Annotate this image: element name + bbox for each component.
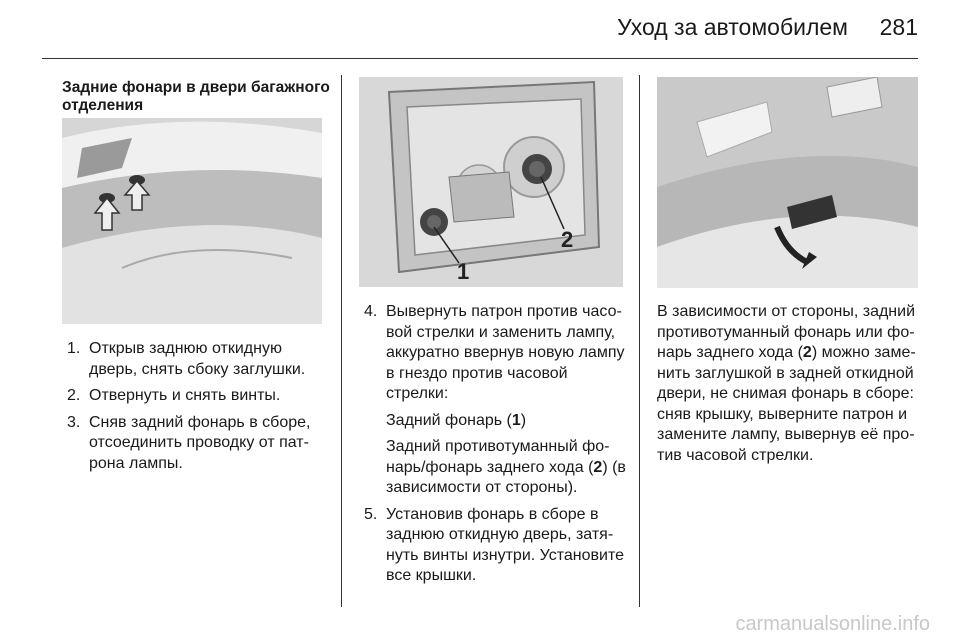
list-item: 4. Вывернуть патрон против часо- вой стрелки и заменить лампу, аккуратно ввернув новую лампу в гнездо против часовой стрелки: Задний фонарь (1) Задний противотуманный фо- нарь/фонарь заднего хода (2) (в зависимости от стороны). <box>359 302 627 499</box>
header-divider <box>42 58 918 59</box>
callout-label-2: 2 <box>561 227 574 252</box>
column-divider-2 <box>639 75 640 607</box>
sub-item-tail-light: Задний фонарь (1) <box>386 411 527 429</box>
steps-list-col2 <box>359 302 627 593</box>
list-item: 2. Отвернуть и снять винты. <box>67 387 281 404</box>
watermark: carmanualsonline.info <box>735 613 930 635</box>
page-header-title: Уход за автомобилем <box>617 14 848 40</box>
illustration-bulb-sockets <box>359 77 623 287</box>
steps-list-col1 <box>62 339 327 480</box>
list-item: 1. Открыв заднюю откидную дверь, снять сбоку заглушки. <box>67 340 306 378</box>
callout-label-1: 1 <box>457 259 470 284</box>
section-heading: Задние фонари в двери багажного отделения <box>62 79 330 114</box>
column-divider-1 <box>341 75 342 607</box>
list-item: 3. Сняв задний фонарь в сборе, отсоединить проводку от пат- рона лампы. <box>67 413 311 472</box>
page-number: 281 <box>879 14 918 40</box>
illustration-tailgate-plugs <box>62 118 322 324</box>
illustration-tailgate-cover <box>657 77 918 288</box>
sub-item-fog-reverse-light: Задний противотуманный фо- нарь/фонарь заднего хода (2) (в зависимости от стороны). <box>386 438 626 496</box>
list-item: 5. Установив фонарь в сборе в заднюю откидную дверь, затя- нуть винты изнутри. Установите все крышки. <box>364 505 625 584</box>
col3-paragraph: В зависимости от стороны, задний противотуманный фонарь или фо- нарь заднего хода (2) можно заме- нить заглушкой в задней откидной двери, не снимая фонарь в сборе: сняв крышку, выверните патрон и замените лампу, вывернув её про- тив часовой стрелки. <box>657 303 916 464</box>
